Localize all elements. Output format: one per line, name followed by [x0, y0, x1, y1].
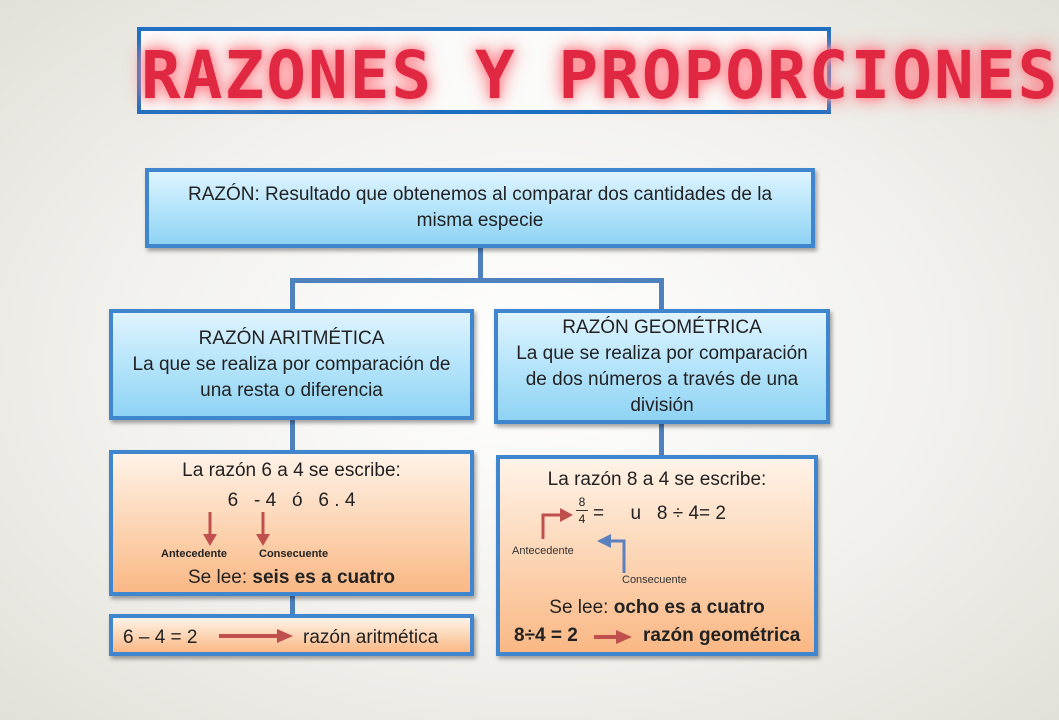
geometrica-result-expr: 8÷4 = 2	[514, 625, 578, 646]
aritmetica-example-box	[109, 450, 474, 596]
antecedente-arrowhead	[203, 534, 217, 546]
razon-geometrica-heading: RAZÓN GEOMÉTRICA	[562, 316, 762, 338]
connector-left-mid	[290, 418, 295, 452]
aritmetica-result-box	[109, 614, 474, 656]
fraction-denominator: 4	[578, 512, 586, 526]
geometrica-expression: = u 8 ÷ 4= 2	[593, 503, 726, 524]
connector-top-down	[478, 247, 483, 281]
connector-right-down	[659, 278, 664, 310]
aritmetica-write-line: La razón 6 a 4 se escribe:	[182, 460, 401, 481]
aritmetica-reads-bold: seis es a cuatro	[252, 567, 396, 588]
geometrica-reads-prefix: Se lee:	[549, 597, 614, 618]
aritmetica-expression: 6 - 4 ó 6 . 4	[227, 490, 356, 511]
aritmetica-result-expr: 6 – 4 = 2	[123, 627, 198, 648]
geometrica-example-box	[496, 455, 818, 656]
geometrica-consecuente-label: Consecuente	[622, 574, 687, 586]
aritmetica-reads-prefix: Se lee:	[187, 567, 253, 588]
title-banner	[137, 27, 1059, 114]
page-title: RAZONES Y PROPORCIONES	[141, 37, 1059, 114]
razon-definition-text: RAZÓN: Resultado que obtenemos al comparar dos cantidades de la misma especie	[187, 184, 773, 231]
geometrica-reads-bold: ocho es a cuatro	[613, 597, 765, 618]
razon-aritmetica-heading: RAZÓN ARITMÉTICA	[198, 327, 385, 349]
connector-left-down	[290, 278, 295, 310]
aritmetica-result-label: razón aritmética	[303, 627, 439, 648]
fraction-numerator: 8	[578, 495, 586, 509]
razon-definition-box	[145, 168, 815, 248]
geometrica-result-label: razón geométrica	[643, 625, 801, 646]
connector-left-bottom	[290, 594, 295, 616]
razon-aritmetica-box	[109, 309, 474, 420]
razon-aritmetica-desc: La que se realiza por comparación de una resta o diferencia	[132, 353, 451, 401]
connector-right-mid	[659, 422, 664, 456]
aritmetica-consecuente-label: Consecuente	[259, 548, 329, 560]
geometrica-result-arrow	[500, 459, 814, 652]
razon-geometrica-box	[494, 309, 830, 424]
aritmetica-reads	[113, 567, 470, 589]
consecuente-arrowhead	[256, 534, 270, 546]
aritmetica-antecedente-label: Antecedente	[161, 548, 228, 560]
razon-geometrica-desc: La que se realiza por comparación de dos números a través de una división	[516, 342, 808, 416]
geometrica-antecedente-label: Antecedente	[512, 545, 574, 557]
connector-horizontal	[290, 278, 664, 283]
geometrica-write-line: La razón 8 a 4 se escribe:	[547, 469, 767, 490]
